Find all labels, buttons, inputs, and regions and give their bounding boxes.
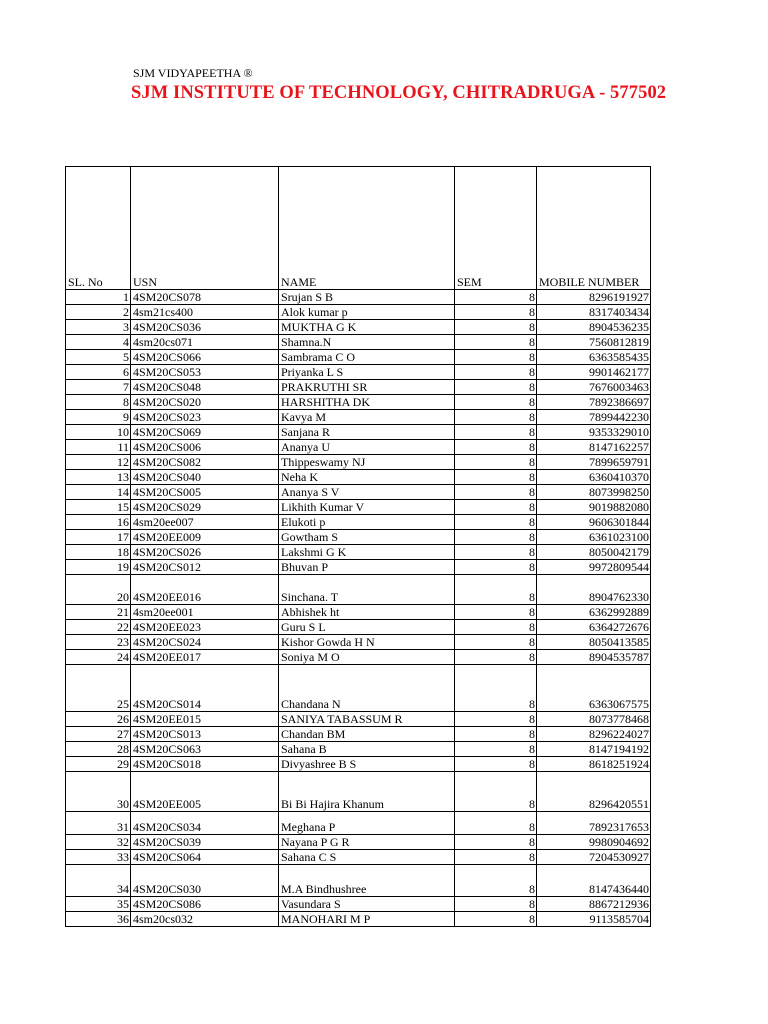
usn-cell: 4SM20CS069 bbox=[131, 425, 279, 440]
sem-cell: 8 bbox=[455, 757, 537, 772]
usn-cell: 4SM20CS082 bbox=[131, 455, 279, 470]
mobile-number-cell: 9901462177 bbox=[537, 365, 651, 380]
usn-cell: 4SM20CS018 bbox=[131, 757, 279, 772]
sem-cell: 8 bbox=[455, 650, 537, 665]
mobile-number-cell: 6363585435 bbox=[537, 350, 651, 365]
table-row bbox=[66, 290, 651, 305]
sem-cell: 8 bbox=[455, 620, 537, 635]
table-row bbox=[66, 835, 651, 850]
sem-cell: 8 bbox=[455, 772, 537, 812]
name-cell: Elukoti p bbox=[279, 515, 455, 530]
mobile-number-cell: 6363067575 bbox=[537, 665, 651, 712]
name-cell: Vasundara S bbox=[279, 897, 455, 912]
sl-no-cell: 25 bbox=[66, 665, 131, 712]
table-header-row bbox=[66, 167, 651, 290]
table-row bbox=[66, 320, 651, 335]
table-row bbox=[66, 500, 651, 515]
usn-cell: 4SM20CS034 bbox=[131, 812, 279, 835]
table-row bbox=[66, 530, 651, 545]
sem-cell: 8 bbox=[455, 440, 537, 455]
sl-no-cell: 10 bbox=[66, 425, 131, 440]
usn-cell: 4SM20EE005 bbox=[131, 772, 279, 812]
usn-cell: 4SM20CS005 bbox=[131, 485, 279, 500]
usn-cell: 4SM20CS006 bbox=[131, 440, 279, 455]
mobile-number-cell: 7892386697 bbox=[537, 395, 651, 410]
usn-cell: 4SM20CS014 bbox=[131, 665, 279, 712]
mobile-number-cell: 7899659791 bbox=[537, 455, 651, 470]
sem-cell: 8 bbox=[455, 530, 537, 545]
usn-cell: 4SM20CS020 bbox=[131, 395, 279, 410]
column-header-sem: SEM bbox=[455, 167, 537, 290]
name-cell: Bhuvan P bbox=[279, 560, 455, 575]
name-cell: Lakshmi G K bbox=[279, 545, 455, 560]
column-header-usn: USN bbox=[131, 167, 279, 290]
mobile-number-cell: 9606301844 bbox=[537, 515, 651, 530]
usn-cell: 4SM20CS023 bbox=[131, 410, 279, 425]
usn-cell: 4SM20CS040 bbox=[131, 470, 279, 485]
name-cell: Chandan BM bbox=[279, 727, 455, 742]
sem-cell: 8 bbox=[455, 575, 537, 605]
sem-cell: 8 bbox=[455, 470, 537, 485]
mobile-number-cell: 7676003463 bbox=[537, 380, 651, 395]
sem-cell: 8 bbox=[455, 455, 537, 470]
table-row bbox=[66, 850, 651, 865]
sem-cell: 8 bbox=[455, 305, 537, 320]
name-cell: Nayana P G R bbox=[279, 835, 455, 850]
name-cell: MANOHARI M P bbox=[279, 912, 455, 927]
name-cell: HARSHITHA DK bbox=[279, 395, 455, 410]
mobile-number-cell: 8904762330 bbox=[537, 575, 651, 605]
usn-cell: 4SM20CS030 bbox=[131, 865, 279, 897]
table-row bbox=[66, 380, 651, 395]
sl-no-cell: 34 bbox=[66, 865, 131, 897]
mobile-number-cell: 6362992889 bbox=[537, 605, 651, 620]
sem-cell: 8 bbox=[455, 425, 537, 440]
name-cell: Gowtham S bbox=[279, 530, 455, 545]
name-cell: Guru S L bbox=[279, 620, 455, 635]
name-cell: Bi Bi Hajira Khanum bbox=[279, 772, 455, 812]
table-row bbox=[66, 455, 651, 470]
usn-cell: 4sm20ee001 bbox=[131, 605, 279, 620]
sem-cell: 8 bbox=[455, 560, 537, 575]
sl-no-cell: 11 bbox=[66, 440, 131, 455]
table-row bbox=[66, 757, 651, 772]
sl-no-cell: 21 bbox=[66, 605, 131, 620]
mobile-number-cell: 8147162257 bbox=[537, 440, 651, 455]
mobile-number-cell: 7899442230 bbox=[537, 410, 651, 425]
sem-cell: 8 bbox=[455, 865, 537, 897]
table-row bbox=[66, 665, 651, 712]
usn-cell: 4SM20CS063 bbox=[131, 742, 279, 757]
sl-no-cell: 29 bbox=[66, 757, 131, 772]
usn-cell: 4SM20CS064 bbox=[131, 850, 279, 865]
table-row bbox=[66, 650, 651, 665]
mobile-number-cell: 8618251924 bbox=[537, 757, 651, 772]
usn-cell: 4SM20CS029 bbox=[131, 500, 279, 515]
sl-no-cell: 18 bbox=[66, 545, 131, 560]
table-row bbox=[66, 912, 651, 927]
sl-no-cell: 26 bbox=[66, 712, 131, 727]
sl-no-cell: 14 bbox=[66, 485, 131, 500]
name-cell: Srujan S B bbox=[279, 290, 455, 305]
sem-cell: 8 bbox=[455, 485, 537, 500]
sl-no-cell: 31 bbox=[66, 812, 131, 835]
mobile-number-cell: 8073998250 bbox=[537, 485, 651, 500]
name-cell: Sinchana. T bbox=[279, 575, 455, 605]
table-row bbox=[66, 772, 651, 812]
sem-cell: 8 bbox=[455, 365, 537, 380]
sl-no-cell: 24 bbox=[66, 650, 131, 665]
table-row bbox=[66, 620, 651, 635]
table-row bbox=[66, 897, 651, 912]
table-row bbox=[66, 365, 651, 380]
mobile-number-cell: 9019882080 bbox=[537, 500, 651, 515]
table-row bbox=[66, 515, 651, 530]
sem-cell: 8 bbox=[455, 380, 537, 395]
sem-cell: 8 bbox=[455, 395, 537, 410]
mobile-number-cell: 8904536235 bbox=[537, 320, 651, 335]
name-cell: Shamna.N bbox=[279, 335, 455, 350]
sl-no-cell: 32 bbox=[66, 835, 131, 850]
table-row bbox=[66, 485, 651, 500]
name-cell: Meghana P bbox=[279, 812, 455, 835]
name-cell: Chandana N bbox=[279, 665, 455, 712]
sl-no-cell: 9 bbox=[66, 410, 131, 425]
sem-cell: 8 bbox=[455, 665, 537, 712]
table-row bbox=[66, 440, 651, 455]
table-row bbox=[66, 425, 651, 440]
usn-cell: 4SM20CS078 bbox=[131, 290, 279, 305]
column-header-sl-no: SL. No bbox=[66, 167, 131, 290]
usn-cell: 4SM20CS024 bbox=[131, 635, 279, 650]
table-row bbox=[66, 350, 651, 365]
sem-cell: 8 bbox=[455, 335, 537, 350]
mobile-number-cell: 6364272676 bbox=[537, 620, 651, 635]
sem-cell: 8 bbox=[455, 912, 537, 927]
mobile-number-cell: 8904535787 bbox=[537, 650, 651, 665]
sem-cell: 8 bbox=[455, 515, 537, 530]
usn-cell: 4SM20CS066 bbox=[131, 350, 279, 365]
table-row bbox=[66, 410, 651, 425]
mobile-number-cell: 7204530927 bbox=[537, 850, 651, 865]
name-cell: Ananya U bbox=[279, 440, 455, 455]
sl-no-cell: 22 bbox=[66, 620, 131, 635]
name-cell: Sahana B bbox=[279, 742, 455, 757]
mobile-number-cell: 9113585704 bbox=[537, 912, 651, 927]
sl-no-cell: 20 bbox=[66, 575, 131, 605]
mobile-number-cell: 8050413585 bbox=[537, 635, 651, 650]
sem-cell: 8 bbox=[455, 500, 537, 515]
name-cell: MUKTHA G K bbox=[279, 320, 455, 335]
sem-cell: 8 bbox=[455, 850, 537, 865]
mobile-number-cell: 9980904692 bbox=[537, 835, 651, 850]
name-cell: Likhith Kumar V bbox=[279, 500, 455, 515]
usn-cell: 4sm20cs071 bbox=[131, 335, 279, 350]
sl-no-cell: 7 bbox=[66, 380, 131, 395]
table-row bbox=[66, 605, 651, 620]
table-row bbox=[66, 812, 651, 835]
sl-no-cell: 6 bbox=[66, 365, 131, 380]
name-cell: M.A Bindhushree bbox=[279, 865, 455, 897]
usn-cell: 4SM20EE015 bbox=[131, 712, 279, 727]
sem-cell: 8 bbox=[455, 290, 537, 305]
student-table bbox=[65, 166, 651, 927]
institute-title: SJM INSTITUTE OF TECHNOLOGY, CHITRADRUGA - 577502 bbox=[131, 83, 667, 103]
table-row bbox=[66, 545, 651, 560]
mobile-number-cell: 8296224027 bbox=[537, 727, 651, 742]
mobile-number-cell: 6361023100 bbox=[537, 530, 651, 545]
mobile-number-cell: 8867212936 bbox=[537, 897, 651, 912]
name-cell: Soniya M O bbox=[279, 650, 455, 665]
table-row bbox=[66, 335, 651, 350]
mobile-number-cell: 8147436440 bbox=[537, 865, 651, 897]
table-row bbox=[66, 560, 651, 575]
usn-cell: 4SM20EE009 bbox=[131, 530, 279, 545]
table-row bbox=[66, 865, 651, 897]
sem-cell: 8 bbox=[455, 545, 537, 560]
usn-cell: 4SM20CS086 bbox=[131, 897, 279, 912]
table-row bbox=[66, 395, 651, 410]
mobile-number-cell: 8073778468 bbox=[537, 712, 651, 727]
mobile-number-cell: 6360410370 bbox=[537, 470, 651, 485]
usn-cell: 4SM20CS036 bbox=[131, 320, 279, 335]
usn-cell: 4sm20ee007 bbox=[131, 515, 279, 530]
name-cell: Sanjana R bbox=[279, 425, 455, 440]
table-row bbox=[66, 470, 651, 485]
name-cell: Alok kumar p bbox=[279, 305, 455, 320]
sem-cell: 8 bbox=[455, 350, 537, 365]
name-cell: Divyashree B S bbox=[279, 757, 455, 772]
name-cell: Priyanka L S bbox=[279, 365, 455, 380]
sl-no-cell: 19 bbox=[66, 560, 131, 575]
name-cell: Neha K bbox=[279, 470, 455, 485]
usn-cell: 4SM20CS053 bbox=[131, 365, 279, 380]
sem-cell: 8 bbox=[455, 812, 537, 835]
mobile-number-cell: 8317403434 bbox=[537, 305, 651, 320]
sl-no-cell: 35 bbox=[66, 897, 131, 912]
sl-no-cell: 5 bbox=[66, 350, 131, 365]
sl-no-cell: 13 bbox=[66, 470, 131, 485]
usn-cell: 4SM20EE016 bbox=[131, 575, 279, 605]
table-row bbox=[66, 635, 651, 650]
sl-no-cell: 1 bbox=[66, 290, 131, 305]
sl-no-cell: 12 bbox=[66, 455, 131, 470]
table-row bbox=[66, 727, 651, 742]
name-cell: SANIYA TABASSUM R bbox=[279, 712, 455, 727]
sl-no-cell: 23 bbox=[66, 635, 131, 650]
sem-cell: 8 bbox=[455, 320, 537, 335]
table-row bbox=[66, 742, 651, 757]
sl-no-cell: 16 bbox=[66, 515, 131, 530]
column-header-name: NAME bbox=[279, 167, 455, 290]
mobile-number-cell: 8296420551 bbox=[537, 772, 651, 812]
mobile-number-cell: 8050042179 bbox=[537, 545, 651, 560]
sem-cell: 8 bbox=[455, 727, 537, 742]
sl-no-cell: 30 bbox=[66, 772, 131, 812]
table-row bbox=[66, 305, 651, 320]
sl-no-cell: 15 bbox=[66, 500, 131, 515]
name-cell: Kavya M bbox=[279, 410, 455, 425]
usn-cell: 4SM20CS039 bbox=[131, 835, 279, 850]
name-cell: Sambrama C O bbox=[279, 350, 455, 365]
mobile-number-cell: 8296191927 bbox=[537, 290, 651, 305]
usn-cell: 4sm20cs032 bbox=[131, 912, 279, 927]
sem-cell: 8 bbox=[455, 410, 537, 425]
sem-cell: 8 bbox=[455, 897, 537, 912]
sl-no-cell: 17 bbox=[66, 530, 131, 545]
sl-no-cell: 3 bbox=[66, 320, 131, 335]
sl-no-cell: 4 bbox=[66, 335, 131, 350]
name-cell: Ananya S V bbox=[279, 485, 455, 500]
mobile-number-cell: 7892317653 bbox=[537, 812, 651, 835]
sl-no-cell: 27 bbox=[66, 727, 131, 742]
sl-no-cell: 2 bbox=[66, 305, 131, 320]
sem-cell: 8 bbox=[455, 835, 537, 850]
table-row bbox=[66, 712, 651, 727]
usn-cell: 4SM20CS012 bbox=[131, 560, 279, 575]
usn-cell: 4SM20CS026 bbox=[131, 545, 279, 560]
sl-no-cell: 36 bbox=[66, 912, 131, 927]
sl-no-cell: 33 bbox=[66, 850, 131, 865]
sem-cell: 8 bbox=[455, 712, 537, 727]
usn-cell: 4sm21cs400 bbox=[131, 305, 279, 320]
mobile-number-cell: 9972809544 bbox=[537, 560, 651, 575]
sem-cell: 8 bbox=[455, 605, 537, 620]
sl-no-cell: 28 bbox=[66, 742, 131, 757]
mobile-number-cell: 8147194192 bbox=[537, 742, 651, 757]
usn-cell: 4SM20EE017 bbox=[131, 650, 279, 665]
mobile-number-cell: 7560812819 bbox=[537, 335, 651, 350]
org-name: SJM VIDYAPEETHA ® bbox=[133, 66, 253, 80]
usn-cell: 4SM20EE023 bbox=[131, 620, 279, 635]
mobile-number-cell: 9353329010 bbox=[537, 425, 651, 440]
name-cell: Abhishek ht bbox=[279, 605, 455, 620]
usn-cell: 4SM20CS013 bbox=[131, 727, 279, 742]
name-cell: Kishor Gowda H N bbox=[279, 635, 455, 650]
name-cell: Sahana C S bbox=[279, 850, 455, 865]
sl-no-cell: 8 bbox=[66, 395, 131, 410]
name-cell: PRAKRUTHI SR bbox=[279, 380, 455, 395]
sem-cell: 8 bbox=[455, 742, 537, 757]
table-row bbox=[66, 575, 651, 605]
column-header-mobile-number: MOBILE NUMBER bbox=[537, 167, 651, 290]
sem-cell: 8 bbox=[455, 635, 537, 650]
usn-cell: 4SM20CS048 bbox=[131, 380, 279, 395]
name-cell: Thippeswamy NJ bbox=[279, 455, 455, 470]
